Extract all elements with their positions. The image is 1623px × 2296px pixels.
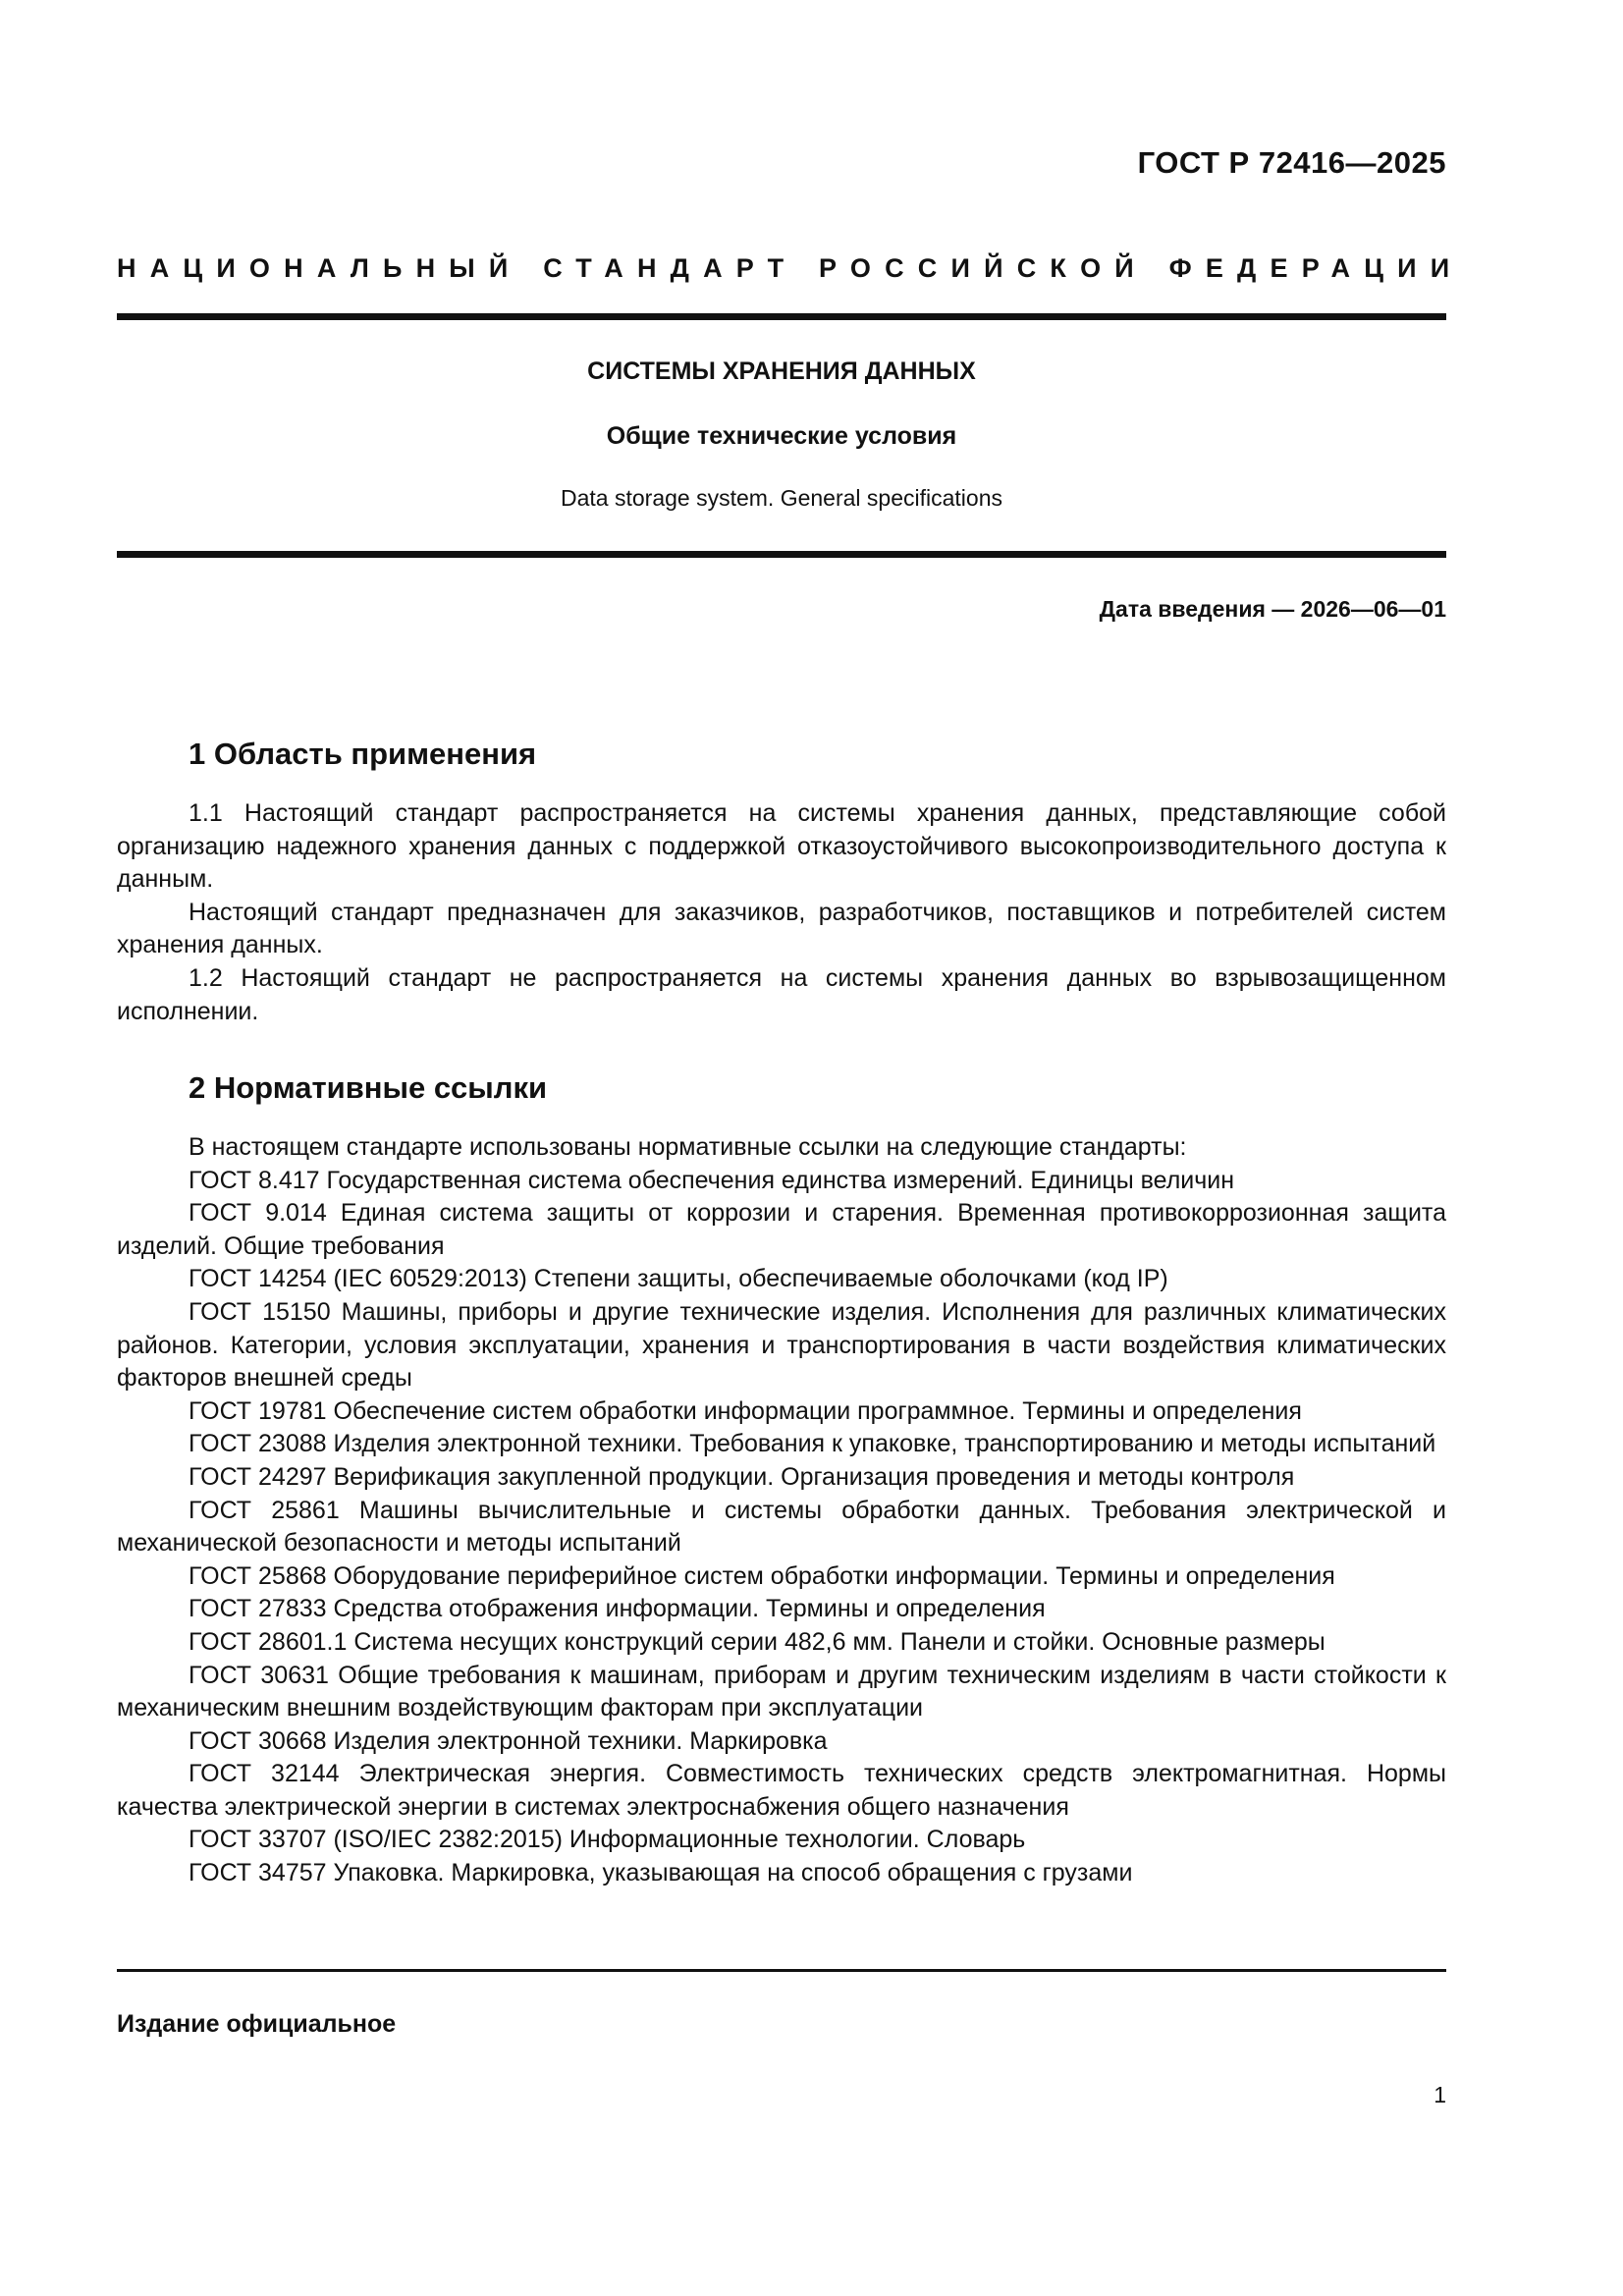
reference-item: ГОСТ 30668 Изделия электронной техники. Маркировка <box>189 1726 828 1755</box>
footer-divider <box>117 1969 1446 1972</box>
paragraph: Настоящий стандарт предназначен для заказчиков, разработчиков, поставщиков и потребителей систем хранения данных. <box>117 898 1446 959</box>
reference-item: ГОСТ 25868 Оборудование периферийное систем обработки информации. Термины и определения <box>189 1561 1335 1590</box>
reference-item: ГОСТ 9.014 Единая система защиты от коррозии и старения. Временная противокоррозионная защита изделий. Общие требования <box>117 1199 1446 1260</box>
gost-number: ГОСТ Р 72416—2025 <box>1137 145 1446 180</box>
paragraph: 1.2 Настоящий стандарт не распространяется на системы хранения данных во взрывозащищенном исполнении. <box>117 963 1446 1025</box>
reference-item: ГОСТ 25861 Машины вычислительные и системы обработки данных. Требования электрической и механической безопасности и методы испытаний <box>117 1496 1446 1558</box>
reference-item: ГОСТ 33707 (ISO/IEC 2382:2015) Информационные технологии. Словарь <box>189 1826 1026 1854</box>
section-body-scope <box>117 797 1446 1028</box>
top-divider <box>117 313 1446 320</box>
section-heading-scope: 1 Область применения <box>189 737 537 771</box>
national-standard-title: НАЦИОНАЛЬНЫЙ СТАНДАРТ РОССИЙСКОЙ ФЕДЕРАЦИИ <box>117 253 1464 283</box>
reference-item: ГОСТ 27833 Средства отображения информации. Термины и определения <box>189 1595 1046 1623</box>
title-divider <box>117 551 1446 558</box>
paragraph: 1.1 Настоящий стандарт распространяется на системы хранения данных, представляющие собой организацию надежного хранения данных с поддержкой отказоустойчивого высокопроизводительного доступа к данным. <box>117 799 1446 894</box>
standard-english-title: Data storage system. General specifications <box>561 485 1002 511</box>
reference-item: ГОСТ 14254 (IEC 60529:2013) Степени защиты, обеспечиваемые оболочками (код IP) <box>189 1265 1168 1293</box>
paragraph: В настоящем стандарте использованы нормативные ссылки на следующие стандарты: <box>189 1133 1187 1161</box>
reference-item: ГОСТ 8.417 Государственная система обеспечения единства измерений. Единицы величин <box>189 1166 1235 1194</box>
page-number: 1 <box>1434 2082 1446 2107</box>
reference-item: ГОСТ 34757 Упаковка. Маркировка, указывающая на способ обращения с грузами <box>189 1859 1133 1887</box>
section-body-normative-references <box>117 1131 1446 1890</box>
standard-name: СИСТЕМЫ ХРАНЕНИЯ ДАННЫХ <box>587 357 976 385</box>
section-heading-normative-references: 2 Нормативные ссылки <box>189 1070 548 1105</box>
introduction-date: Дата введения — 2026—06—01 <box>1099 596 1446 622</box>
reference-item: ГОСТ 30631 Общие требования к машинам, приборам и другим техническим изделиям в части стойкости к механическим внешним воздействующим факторам при эксплуатации <box>117 1661 1446 1722</box>
standard-subtitle: Общие технические условия <box>606 422 957 450</box>
reference-item: ГОСТ 23088 Изделия электронной техники. Требования к упаковке, транспортированию и методы испытаний <box>189 1430 1436 1458</box>
reference-item: ГОСТ 32144 Электрическая энергия. Совместимость технических средств электромагнитная. Нормы качества электрической энергии в системах электроснабжения общего назначения <box>117 1760 1446 1821</box>
reference-item: ГОСТ 24297 Верификация закупленной продукции. Организация проведения и методы контроля <box>189 1462 1295 1491</box>
reference-item: ГОСТ 15150 Машины, приборы и другие технические изделия. Исполнения для различных климатических районов. Категории, условия эксплуатации, хранения и транспортирования в части воздействия климатических факторов внешней среды <box>117 1297 1446 1393</box>
reference-item: ГОСТ 28601.1 Система несущих конструкций серии 482,6 мм. Панели и стойки. Основные размеры <box>189 1627 1325 1656</box>
reference-item: ГОСТ 19781 Обеспечение систем обработки информации программное. Термины и определения <box>189 1396 1302 1425</box>
official-edition-label: Издание официальное <box>117 2010 397 2038</box>
